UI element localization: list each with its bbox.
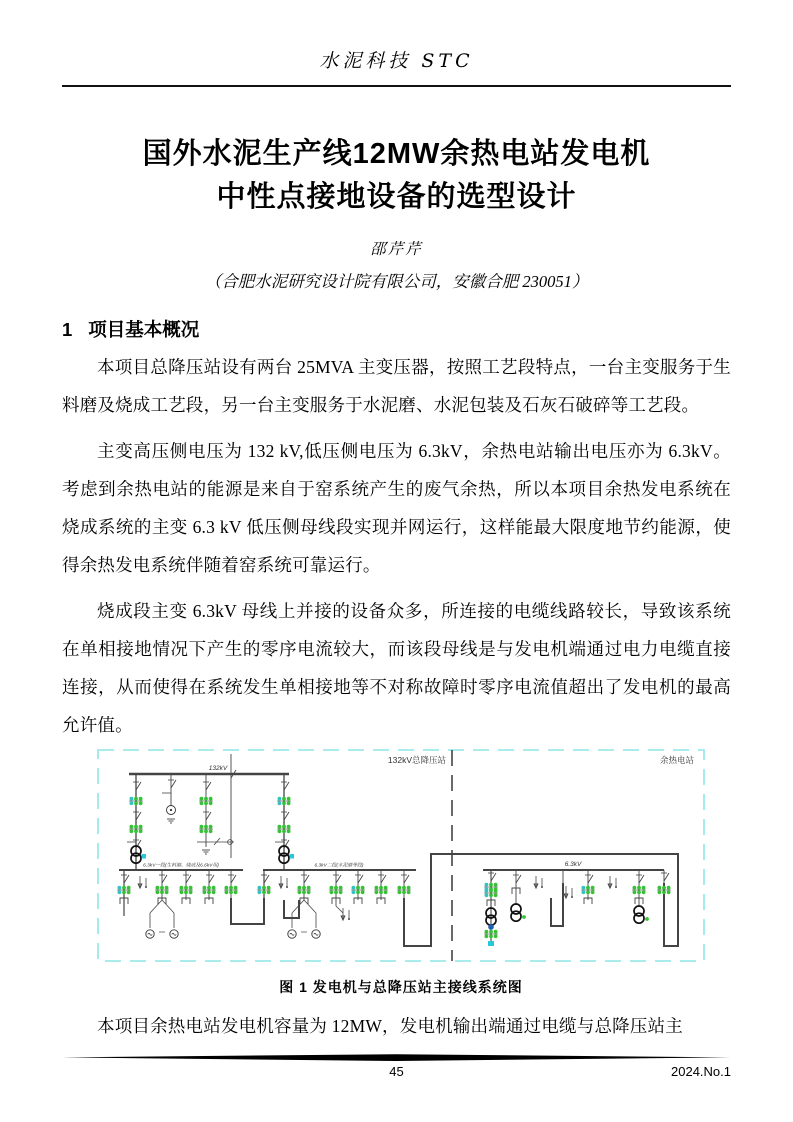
label-bus3: 6.3kV	[564, 861, 582, 868]
author-affiliation: （合肥水泥研究设计院有限公司，安徽合肥 230051）	[204, 272, 589, 291]
header-rule	[62, 85, 731, 87]
generator-feeder	[484, 870, 498, 946]
aux-transformer-feeder	[511, 870, 526, 921]
bus2-feeders	[257, 870, 411, 938]
paragraph-1: 本项目总降压站设有两台 25MVA 主变压器，按照工艺段特点，一台主变服务于生料磨及烧成工艺段，另一台主变服务于水泥磨、水泥包装及石灰石破碎等工艺段。	[62, 357, 731, 415]
figure-caption: 图 1 发电机与总降压站主接线系统图	[279, 979, 523, 995]
metering-feeder-132kv	[197, 774, 234, 854]
footer-rule	[62, 1054, 731, 1062]
section-heading	[62, 316, 731, 342]
figure-1	[95, 748, 707, 997]
cable-run-to-whr	[404, 854, 678, 946]
label-main-substation: 132kV总降压站	[387, 755, 446, 765]
figure-frame	[98, 750, 704, 961]
whr-transformer-feeder	[632, 870, 649, 923]
paragraph-4: 本项目余热电站发电机容量为 12MW，发电机输出端通过电缆与总降压站主	[97, 1016, 683, 1036]
cable-u-bus2	[284, 900, 299, 918]
label-whr-station: 余热电站	[659, 755, 694, 765]
whr-feeders	[484, 870, 671, 946]
label-bus-132kv: 132kV	[208, 765, 228, 772]
main-transformer-feeder-1	[127, 774, 146, 870]
label-bus2: 6.3kV二段(水泥磨等段)	[314, 863, 364, 869]
paragraph-2: 主变高压侧电压为 132 kV,低压侧电压为 6.3kV，余热电站输出电压亦为 6.3kV。考虑到余热电站的能源是来自于窑系统产生的废气余热，所以本项目余热发电系统在烧成系统的主变 6.3 kV 低压侧母线段实现并网运行，这样能最大限度地节约能源，使得余热发电系统伴随着窑系统可靠运行。	[62, 441, 731, 575]
section-title: 项目基本概况	[88, 319, 200, 340]
article-title-line1: 国外水泥生产线12MW余热电站发电机	[142, 138, 651, 170]
author-name: 邵芹芹	[370, 241, 423, 258]
label-bus1: 6.3kV一段(生料磨、烧成及6.6kV用)	[143, 863, 219, 869]
cable-bus1-bus2	[231, 898, 264, 924]
article-title	[70, 133, 723, 219]
article-title-line2: 中性点接地设备的选型设计	[216, 181, 577, 213]
issue-label: 2024.No.1	[671, 1064, 731, 1079]
pt-branch-132kv	[162, 774, 176, 823]
journal-title: 水泥科技 STC	[319, 50, 474, 72]
page-number: 45	[389, 1064, 404, 1079]
section-number: 1	[62, 319, 73, 340]
page-footer	[62, 1054, 731, 1084]
bus1-feeders	[117, 870, 238, 938]
paragraph-3: 烧成段主变 6.3kV 母线上并接的设备众多，所连接的电缆线路较长，导致该系统在单相接地情况下产生的零序电流较大，而该段母线是与发电机端通过电力电缆直接连接，从而使得在系统发生单相接地等不对称故障时零序电流值超出了发电机的最高允许值。	[62, 601, 731, 735]
single-line-diagram	[95, 748, 707, 963]
main-transformer-feeder-2	[275, 774, 294, 870]
